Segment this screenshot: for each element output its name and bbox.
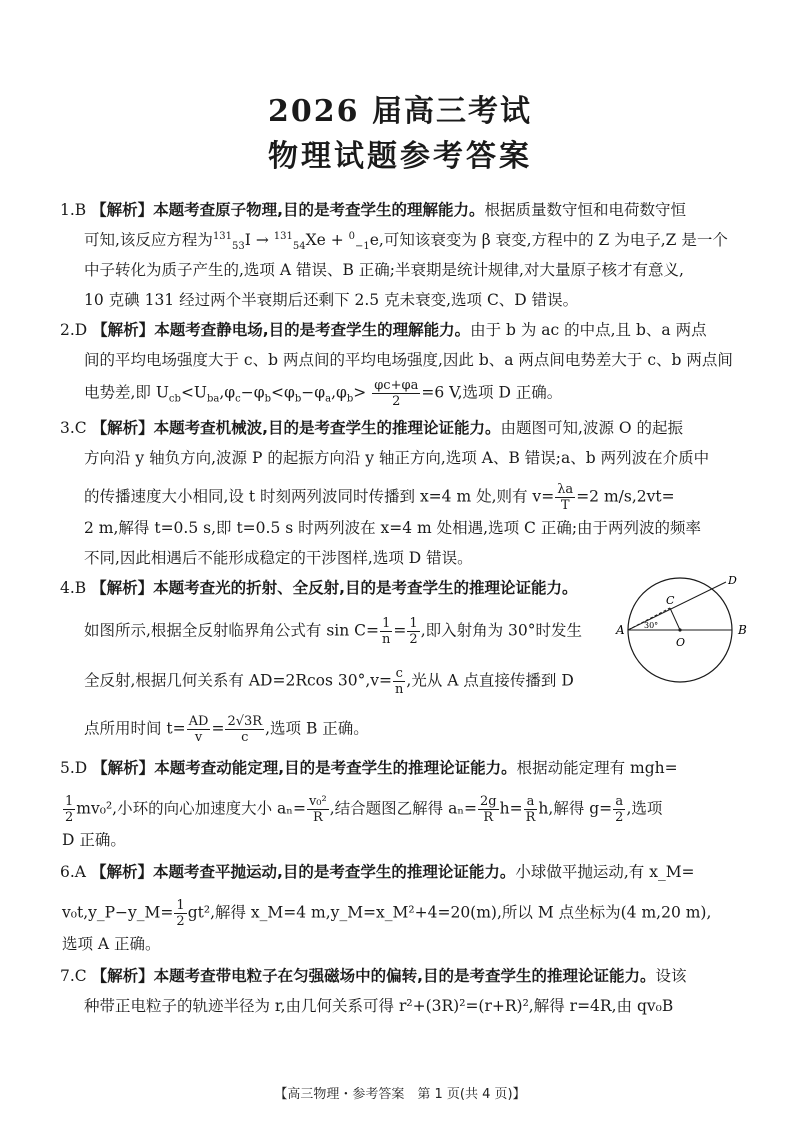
- label-o: O: [676, 636, 686, 649]
- q5-fraction-1: $\frac{1}{2}$: [65, 794, 74, 825]
- q4-line-3: 全反射,根据几何关系有 AD=2Rcos 30°,v= $\frac{c}{n}$ ,光从 A 点直接传播到 D: [84, 666, 574, 697]
- q5-fraction-4: $\frac{a}{R}$: [525, 794, 536, 825]
- q4-line-2: 如图所示,根据全反射临界角公式有 sin C= $\frac{1}{n}$ = $\frac{1}{2}$ ,即入射角为 30°时发生: [84, 616, 583, 647]
- q1-line-2: 可知,该反应方程为$^{131}_{53}$I → $^{131}_{54}$Xe + $^0_{-1}$e,可知该衰变为 β 衰变,方程中的 Z 为电子,Z 是一个: [84, 230, 728, 253]
- q3-line-1: 3.C 【解析】本题考查机械波,目的是考查学生的推理论证能力。由题图可知,波源 O 的起振: [60, 419, 684, 437]
- circle-diagram: [612, 574, 762, 690]
- q4-fraction-1: $\frac{1}{n}$: [382, 616, 391, 647]
- q3-fraction: $\frac{\lambda a}{T}$: [557, 482, 574, 513]
- q3-line-3: 的传播速度大小相同,设 t 时刻两列波同时传播到 x=4 m 处,则有 v= $\frac{\lambda a}{T}$ =2 m/s,2vt=: [84, 482, 675, 513]
- q6-fraction: $\frac{1}{2}$: [176, 898, 185, 929]
- q3-line-2: 方向沿 y 轴负方向,波源 P 的起振方向沿 y 轴正方向,选项 A、B 错误;a、b 两列波在介质中: [84, 449, 710, 467]
- q2-line-1: 2.D 【解析】本题考查静电场,目的是考查学生的理解能力。由于 b 为 ac 的中点,且 b、a 两点: [60, 321, 707, 339]
- q6-line-3: 选项 A 正确。: [62, 935, 161, 953]
- q1-line-3: 中子转化为质子产生的,选项 A 错误、B 正确;半衰期是统计规律,对大量原子核才有意义,: [84, 261, 684, 279]
- line-co: [670, 608, 680, 630]
- q5-fraction-3: $\frac{2g}{R}$: [480, 794, 497, 825]
- q7-line-2: 种带正电粒子的轨迹半径为 r,由几何关系可得 r²+(3R)²=(r+R)²,解得 r=4R,由 qv₀B: [84, 997, 674, 1015]
- q5-line-1: 5.D 【解析】本题考查动能定理,目的是考查学生的推理论证能力。根据动能定理有 mgh=: [60, 759, 678, 777]
- q2-line-2: 间的平均电场强度大于 c、b 两点间的平均电场强度,因此 b、a 两点间电势差大于 c、b 两点间: [84, 351, 733, 369]
- q1-line-4: 10 克碘 131 经过两个半衰期后还剩下 2.5 克未衰变,选项 C、D 错误。: [84, 291, 579, 309]
- q4-fraction-3: $\frac{c}{n}$: [395, 666, 404, 697]
- q6-line-1: 6.A 【解析】本题考查平抛运动,目的是考查学生的推理论证能力。小球做平抛运动,有 x_M=: [60, 863, 695, 881]
- label-b: B: [738, 623, 747, 637]
- q4-fraction-5: $\frac{2√3R}{c}$: [227, 714, 263, 745]
- q2-fraction: $\frac{\varphi c+\varphi a}{2}$: [374, 378, 419, 409]
- center-point: [678, 628, 681, 631]
- q6-line-2: v₀t,y_P−y_M= $\frac{1}{2}$ gt²,解得 x_M=4 m,y_M=x_M²+4=20(m),所以 M 点坐标为(4 m,20 m),: [62, 898, 712, 929]
- answer-key-title: 物理试题参考答案: [268, 139, 532, 174]
- label-d: D: [728, 574, 737, 587]
- q5-fraction-5: $\frac{a}{2}$: [615, 794, 624, 825]
- q4-line-1: 4.B 【解析】本题考查光的折射、全反射,目的是考查学生的推理论证能力。: [60, 579, 578, 597]
- q7-line-1: 7.C 【解析】本题考查带电粒子在匀强磁场中的偏转,目的是考查学生的推理论证能力。设该: [60, 967, 687, 985]
- q1-line-1: 1.B 【解析】本题考查原子物理,目的是考查学生的理解能力。根据质量数守恒和电荷数守恒: [60, 201, 687, 219]
- angle-label: 30°: [644, 621, 659, 630]
- q5-fraction-2: $\frac{\text{v₀²}}{R}$: [308, 794, 327, 825]
- q2-line-3: 电势差,即 $U_{cb}<U_{ba},\varphi_c-\varphi_b<\varphi_b-\varphi_a,\varphi_b>$ $\frac{\varphi c+\varphi a}{2}$ =6 V,选项 D 正确。: [84, 378, 563, 409]
- page-footer: 【高三物理・参考答案 第 1 页(共 4 页)】: [274, 1087, 526, 1102]
- q5-line-3: D 正确。: [62, 831, 126, 849]
- label-a: A: [616, 623, 625, 637]
- q3-line-5: 不同,因此相遇后不能形成稳定的干涉图样,选项 D 错误。: [84, 549, 473, 567]
- q4-fraction-2: $\frac{1}{2}$: [409, 616, 418, 647]
- q5-line-2: $\frac{1}{2}$ mv₀²,小环的向心加速度大小 aₙ= $\frac{\text{v₀²}}{R}$ ,结合题图乙解得 aₙ= $\frac{2g}{R}$ h= $\frac{a}{R}$ h,解得 g= $\frac{a}{2}$ ,选项: [65, 794, 663, 825]
- label-c: C: [666, 594, 675, 607]
- q3-line-4: 2 m,解得 t=0.5 s,即 t=0.5 s 时两列波在 x=4 m 处相遇,选项 C 正确;由于两列波的频率: [84, 519, 702, 537]
- q4-line-4: 点所用时间 t= $\frac{AD}{v}$ = $\frac{2√3R}{c}$ ,选项 B 正确。: [84, 714, 369, 745]
- exam-title: 2026 届高三考试: [268, 94, 532, 129]
- q4-fraction-4: $\frac{AD}{v}$: [188, 714, 209, 745]
